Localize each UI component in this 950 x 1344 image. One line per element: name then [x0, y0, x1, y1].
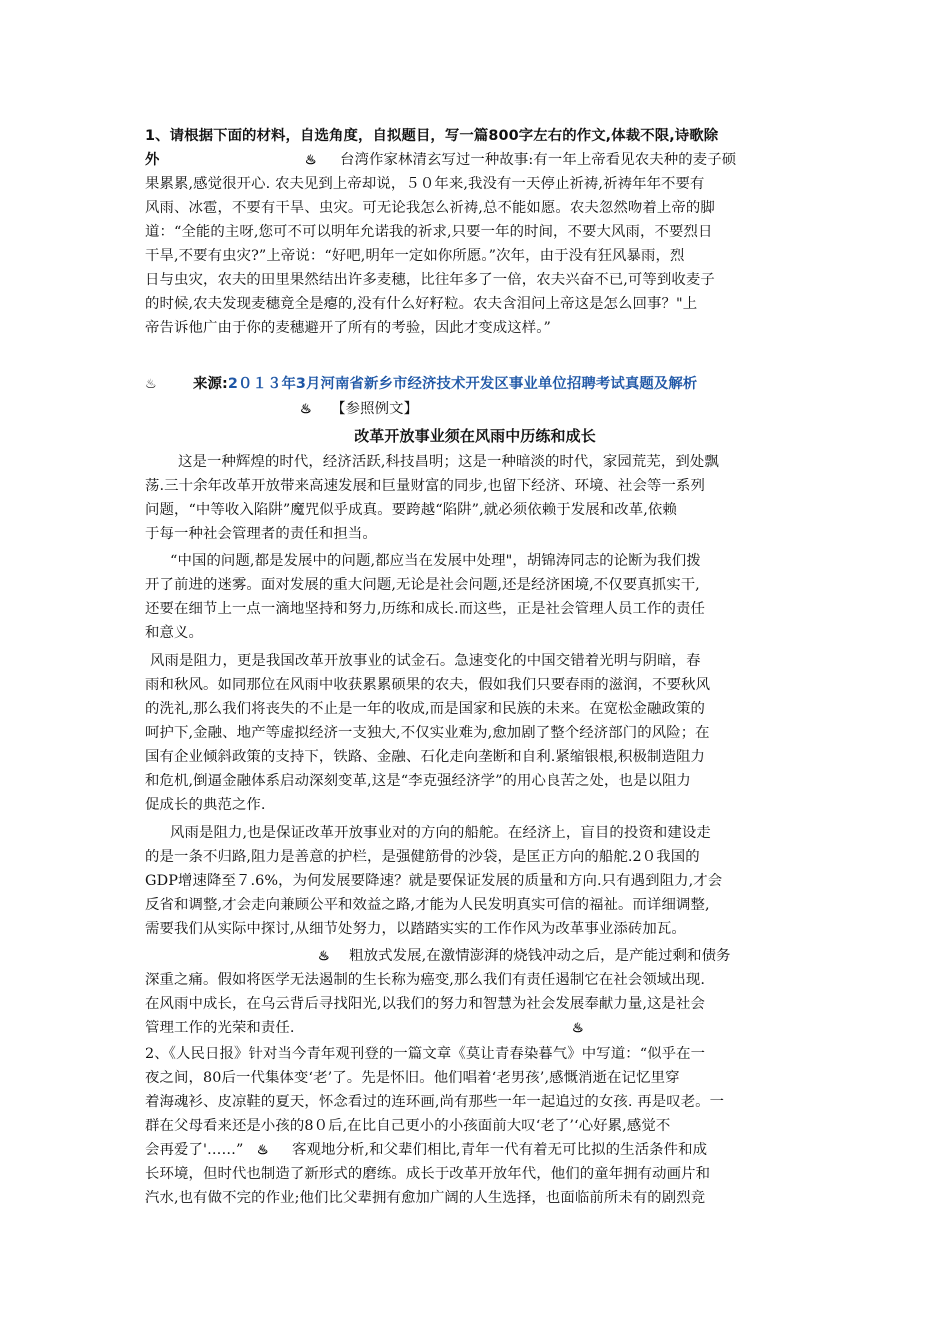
question-2-line: 汽水,也有做不完的作业;他们比父辈拥有愈加广阔的人生选择，也面临前所未有的剧烈竞	[145, 1190, 706, 1206]
source-line	[145, 372, 805, 397]
question-2-line: 2、《人民日报》针对当今青年观刊登的一篇文章《莫让青春染暮气》中写道：“似乎在一	[145, 1046, 706, 1062]
bullet-icon: ♨	[256, 1143, 269, 1158]
material-line: 日与虫灾，农夫的田里果然结出许多麦穗，比往年多了一倍，农夫兴奋不已,可等到收麦子	[145, 272, 715, 288]
bullet-icon: ♨	[304, 153, 317, 168]
material-line: 干旱,不要有虫灾?”上帝说：“好吧,明年一定如你所愿。”次年，由于没有狂风暴雨，烈	[145, 248, 685, 264]
question-2-line: 长环境，但时代也制造了新形式的磨练。成长于改革开放年代，他们的童年拥有动画片和	[145, 1166, 711, 1182]
essay-line: 于每一种社会管理者的责任和担当。	[145, 526, 377, 542]
essay-line: 呵护下,金融、地产等虚拟经济一支独大,不仅实业难为,愈加剧了整个经济部门的风险；在	[145, 725, 710, 741]
material-line: 果累累,感觉很开心. 农夫见到上帝却说，５０年来,我没有一天停止祈祷,祈祷年年不要有	[145, 176, 705, 192]
essay-line: 问题，“中等收入陷阱”魔咒似乎成真。要跨越“陷阱”,就必须依赖于发展和改革,依赖	[145, 502, 677, 518]
bullet-icon: ♨	[571, 1021, 584, 1036]
essay-line	[145, 1016, 805, 1041]
essay-line: GDP增速降至７.6%，为何发展要降速？就是要保证发展的质量和方向.只有遇到阻力,才会	[145, 873, 723, 889]
reference-label: 【参照例文】	[331, 401, 419, 417]
essay-line: 反省和调整,才会走向兼顾公平和效益之路,才能为人民发明真实可信的福祉。而详细调整,	[145, 897, 710, 913]
essay-line-text: 粗放式发展,在激情澎湃的烧钱冲动之后，是产能过剩和债务	[349, 948, 731, 964]
material-text: 台湾作家林清玄写过一种故事:有一年上帝看见农夫种的麦子硕	[340, 152, 737, 168]
reference-label-line	[300, 397, 600, 422]
question-1-prompt: 1、请根据下面的材料，自选角度，自拟题目，写一篇800字左右的作文,体裁不限,诗歌除	[145, 128, 719, 144]
material-line: 风雨、冰雹，不要有干旱、虫灾。可无论我怎么祈祷,总不能如愿。农夫忽然吻着上帝的脚	[145, 200, 715, 216]
essay-title: 改革开放事业须在风雨中历练和成长	[354, 427, 596, 445]
essay-line: 风雨是阻力,也是保证改革开放事业对的方向的船舵。在经济上，盲目的投资和建设走	[170, 825, 711, 841]
material-line: 道：“全能的主呀,您可不可以明年允诺我的祈求,只要一年的时间，不要大风雨，不要烈日	[145, 224, 713, 240]
source-text: 2０１３年3月河南省新乡市经济技术开发区事业单位招聘考试真题及解析	[227, 376, 698, 392]
essay-line: 这是一种辉煌的时代，经济活跃,科技昌明；这是一种暗淡的时代，家园荒芜，到处飘	[178, 454, 719, 470]
essay-line: 在风雨中成长，在乌云背后寻找阳光,以我们的努力和智慧为社会发展奉献力量,这是社会	[145, 996, 705, 1012]
essay-line: 需要我们从实际中探讨,从细节处努力，以踏踏实实的工作作风为改革事业添砖加瓦。	[145, 921, 686, 937]
bullet-icon: ♨	[300, 402, 312, 417]
essay-line: 雨和秋风。如同那位在风雨中收获累累硕果的农夫，假如我们只要春雨的滋润，不要秋风	[145, 677, 711, 693]
essay-line: 还要在细节上一点一滴地坚持和努力,历练和成长.而这些，正是社会管理人员工作的责任	[145, 601, 705, 617]
essay-line: 国有企业倾斜政策的支持下，铁路、金融、石化走向垄断和自利.紧缩银根,积极制造阻力	[145, 749, 705, 765]
essay-line	[318, 944, 808, 969]
essay-line: 荡.三十余年改革开放带来高速发展和巨量财富的同步,也留下经济、环境、社会等一系列	[145, 478, 705, 494]
source-label: 来源:	[193, 376, 228, 392]
question-2-quote-end: 会再爱了'……”	[145, 1142, 244, 1158]
question-1-material-first-line	[145, 148, 805, 173]
essay-line: 的洗礼,那么我们将丧失的不止是一年的收成,而是国家和民族的未来。在宽松金融政策的	[145, 701, 705, 717]
essay-line: 开了前进的迷雾。面对发展的重大问题,无论是社会问题,还是经济困境,不仅要真抓实干,	[145, 577, 700, 593]
material-line: 的时候,农夫发现麦穗竟全是瘪的,没有什么好籽粒。农夫含泪问上帝这是怎么回事？"上	[145, 296, 698, 312]
question-2-line	[145, 1138, 805, 1163]
essay-line: 深重之痛。假如将医学无法遏制的生长称为癌变,那么我们有责任遏制它在社会领域出现.	[145, 972, 705, 988]
essay-line-text: 管理工作的光荣和责任.	[145, 1020, 295, 1036]
question-2-text: 客观地分析,和父辈们相比,青年一代有着无可比拟的生活条件和成	[291, 1142, 708, 1158]
essay-line: 风雨是阻力，更是我国改革开放事业的试金石。急速变化的中国交错着光明与阴暗，春	[150, 653, 701, 669]
essay-line: 和危机,倒逼金融体系启动深刻变革,这是“李克强经济学”的用心良苦之处，也是以阻力	[145, 773, 691, 789]
essay-line: 促成长的典范之作.	[145, 797, 266, 813]
bullet-icon: ♨	[318, 949, 330, 964]
bullet-icon: ♨	[145, 377, 157, 392]
question-2-line: 着海魂衫、皮凉鞋的夏天，怀念看过的连环画,尚有那些一年一起追过的女孩. 再是叹老。一	[145, 1094, 725, 1110]
essay-line: 的是一条不归路,阻力是善意的护栏，是强健筋骨的沙袋，是匡正方向的船舵.2０我国的	[145, 849, 700, 865]
question-1-prompt-tail: 外	[145, 152, 160, 168]
question-2-line: 群在父母看来还是小孩的8０后,在比自己更小的小孩面前大叹‘老了’‘心好累,感觉不	[145, 1118, 671, 1134]
question-2-line: 夜之间，80后一代集体变‘老’了。先是怀旧。他们唱着‘老男孩’,感慨消逝在记忆里穿	[145, 1070, 680, 1086]
essay-line: “中国的问题,都是发展中的问题,都应当在发展中处理"，胡锦涛同志的论断为我们拨	[170, 553, 701, 569]
material-line: 帝告诉他广由于你的麦穗避开了所有的考验，因此才变成这样。”	[145, 320, 551, 336]
essay-line: 和意义。	[145, 625, 203, 641]
